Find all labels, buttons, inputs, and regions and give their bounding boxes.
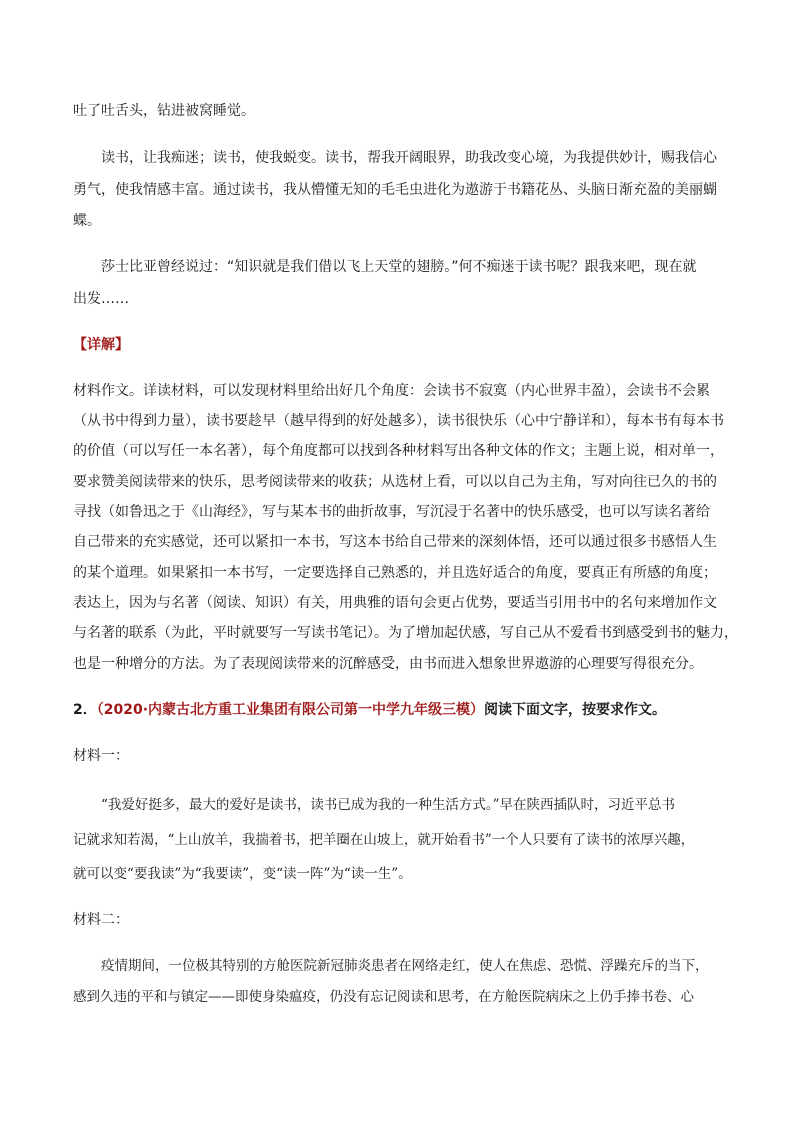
paragraph-line: 吐了吐舌头，钻进被窝睡觉。 [73, 103, 255, 119]
paragraph-line: 勇气，使我情感丰富。通过读书，我从懵懂无知的毛毛虫进化为遨游于书籍花丛、头脑日渐充盈的美丽蝴 [73, 182, 717, 198]
detail-line: 的某个道理。如果紧扣一本书写，一定要选择自己熟悉的，并且选好适合的角度，要真正有所感的角度； [73, 565, 717, 581]
question-number: 2． [73, 702, 97, 718]
material-label: 材料一： [73, 748, 129, 764]
material-line: 就可以变“要我读”为“我要读”，变“读一阵”为“读一生”。 [73, 866, 412, 882]
detail-line: 材料作文。详读材料，可以发现材料里给出好几个角度：会读书不寂寞（内心世界丰盈），会读书不会累 [73, 383, 710, 399]
detail-line: 的价值（可以写任一本名著），每个角度都可以找到各种材料写出各种文体的作文；主题上说，相对单一， [73, 443, 724, 459]
paragraph-line: 蝶。 [73, 213, 101, 229]
material-line: 感到久违的平和与镇定——即使身染瘟疫，仍没有忘记阅读和思考，在方舱医院病床之上仍手捧书卷、心 [73, 989, 694, 1005]
detail-line: 也是一种增分的方法。为了表现阅读带来的沉醉感受，由书而进入想象世界遨游的心理要写得很充分。 [73, 656, 703, 672]
paragraph-line: 读书，让我痴迷；读书，使我蜕变。读书，帮我开阔眼界，助我改变心境，为我提供妙计，赐我信心 [101, 150, 717, 166]
material-label: 材料二： [73, 912, 129, 928]
question-prompt: 阅读下面文字，按要求作文。 [484, 702, 667, 718]
material-line: 记就求知若渴，“上山放羊，我揣着书，把羊圈在山坡上，就开始看书”一个人只要有了读书的浓厚兴趣， [73, 832, 695, 848]
paragraph-line: 莎士比亚曾经说过：“知识就是我们借以飞上天堂的翅膀。”何不痴迷于读书呢？跟我来吧，现在就 [101, 259, 697, 275]
detail-line: 要求赞美阅读带来的快乐，思考阅读带来的收获；从选材上看，可以以自己为主角，写对向往已久的书的 [73, 474, 717, 490]
material-line: 疫情期间，一位极其特别的方舱医院新冠肺炎患者在网络走红，使人在焦虑、恐慌、浮躁充斥的当下， [101, 958, 709, 974]
detail-line: 与名著的联系（为此，平时就要写一写读书笔记）。为了增加起伏感，写自己从不爱看书到感受到书的魅力， [73, 625, 738, 641]
detail-line: 自己带来的充实感觉，还可以紧扣一本书，写这本书给自己带来的深刻体悟，还可以通过很多书感悟人生 [73, 534, 717, 550]
material-line: “我爱好挺多，最大的爱好是读书，读书已成为我的一种生活方式。”早在陕西插队时，习近平总书 [101, 797, 676, 813]
detail-line: 表达上，因为与名著（阅读、知识）有关，用典雅的语句会更占优势，要适当引用书中的名句来增加作文 [73, 595, 717, 611]
paragraph-line: 出发…… [73, 291, 129, 307]
detail-line: （从书中得到力量），读书要趁早（越早得到的好处越多），读书很快乐（心中宁静详和），每本书有每本书 [73, 413, 724, 429]
question-header [73, 700, 666, 720]
detail-line: 寻找（如鲁迅之于《山海经》，写与某本书的曲折故事，写沉浸于名著中的快乐感受，也可以写读名著给 [73, 504, 710, 520]
detail-heading: 【详解】 [73, 337, 129, 353]
question-source: （2020·内蒙古北方重工业集团有限公司第一中学九年级三模） [96, 702, 485, 718]
